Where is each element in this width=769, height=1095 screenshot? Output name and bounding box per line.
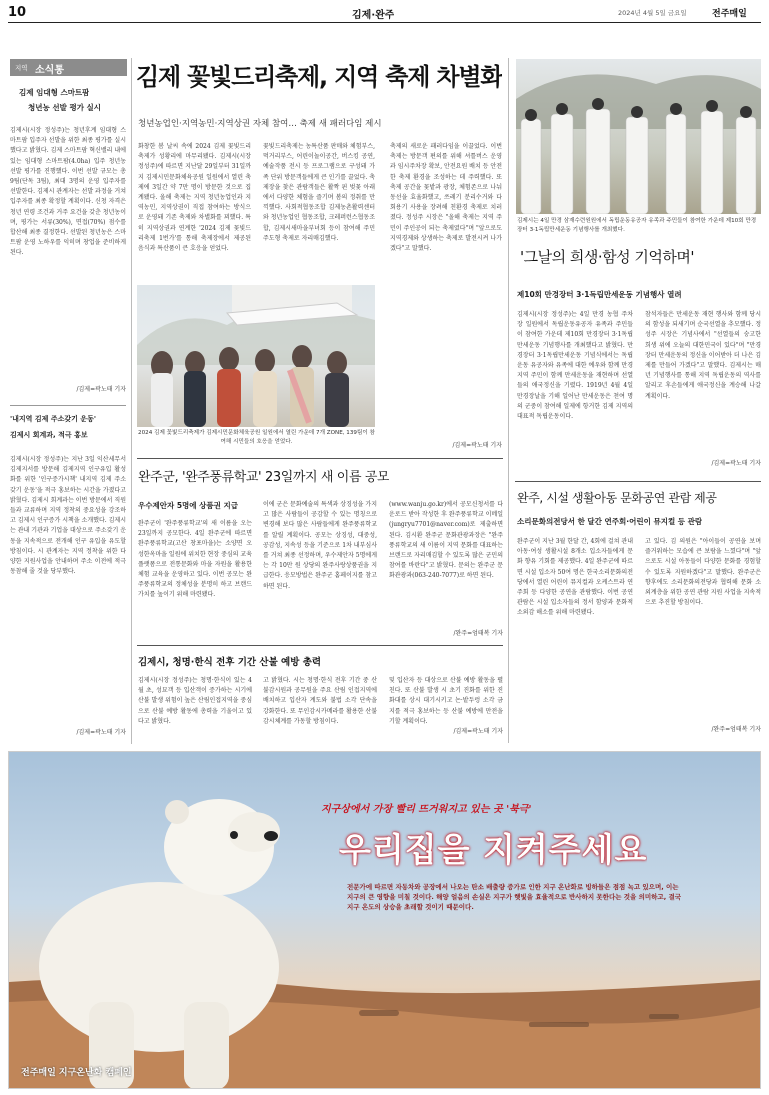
culture-subhead: 소리문화의전당서 한 달간 연주회·어린이 뮤지컬 등 관람	[517, 517, 703, 526]
sidebar-story2-body: 김제시(시장 정성주)는 지난 3일 익산세무서 김제지서를 방문해 김제지역 인구유입 활성화를 위한 '인구증가시책' 내지역 김제 주소갖기 운동'을 적극 홍보하는 시간을 가졌다고 밝혔다. 김제시 회계과는 이번 방문에서 직원들과 교류하며 지역 정착의 중요성을 강조하고 김제시 인구증가 시책을 소개했다. 김제시는 관내 기관과 기업을 대상으로 주소갖기 운동을 지속적으로 전개해 인구 유입을 유도할 방침이다. 시 관계자는 지역 정착을 위한 다양한 지원사업을 안내하며 주소 이전에 적극 동참해 줄 것을 당부했다.	[10, 456, 126, 576]
lead-headline: 김제 꽃빛드리축제, 지역 축제 차별화	[136, 63, 503, 91]
festival-photo-art	[137, 285, 375, 427]
lead-body-col3: 축제의 새로운 패러다임을 이끌었다. 이번 축제는 방문객 편의를 위해 셔틀버스 운영과 임시주차장 확보, 안전요원 배치 등 안전한 축제 환경을 조성하는 데 주력했다. 또 축제 공간을 꽃밭과 광장, 체험존으로 나눠 동선을 효율화했고, 쓰레기 분리수거와 다회용기 사용을 장려해 친환경 축제로 치러졌다. 정성주 시장은 "올해 축제는 지역 주민이 주인공이 되는 축제였다"며 "앞으로도 지역경제와 상생하는 축제로 발전시켜 나가겠다"고 말했다.	[390, 143, 502, 253]
forest-col2: 고 밝혔다. 시는 청명·한식 전후 기간 중 산불감시원과 공무원을 주요 산림 인접지역에 배치하고 입산자 계도와 불법 소각 단속을 강화한다. 또 무인감시카메라를 활용한 산불 감시체계를 가동할 방침이다.	[263, 677, 377, 725]
lead-byline: /김제=곽노태 기자	[452, 442, 502, 449]
sidebar-story2-subhead: 김제시 회계과, 적극 홍보	[10, 431, 88, 439]
sidebar-story1-headline: 김제 임대형 스마트팜	[19, 88, 90, 97]
wanju-school-byline: /완주=엄태복 기자	[453, 630, 503, 637]
wanju-school-subhead: 우수제안자 5명에 상품권 지급	[138, 501, 238, 510]
ceremony-byline: /김제=곽노태 기자	[711, 460, 761, 467]
ceremony-photo-caption: 김제시는 4일 만경 삼재수련원원에서 독립운동유공자 유족과 주민들이 참여한 가운데 제10회 만경장터 3·1독립만세운동 기념행사를 개최했다.	[517, 218, 757, 233]
ceremony-subhead: 제10회 만경장터 3·1독립만세운동 기념행사 열려	[517, 290, 682, 299]
ceremony-photo	[516, 59, 761, 214]
culture-top-rule	[515, 481, 761, 482]
forest-headline: 김제시, 청명·한식 전후 기간 산불 예방 총력	[138, 657, 322, 668]
sidebar-story1-subhead: 청년농 선발 평가 실시	[28, 103, 102, 112]
sidebar-story2-headline: '내지역 김제 주소갖기 운동'	[10, 415, 96, 423]
culture-headline: 완주, 시설 생활아동 문화공연 관람 제공	[517, 491, 717, 505]
sidebar-tag-title: 소식통	[35, 65, 64, 76]
forest-byline: /김제=곽노태 기자	[453, 728, 503, 735]
sidebar-story1-byline: /김제=곽노태 기자	[76, 386, 126, 393]
culture-byline: /완주=엄태복 기자	[711, 726, 761, 733]
sidebar-divider	[10, 405, 126, 406]
header-rule	[8, 22, 761, 23]
newspaper-brand: 전주매일	[712, 9, 747, 19]
climate-ad	[8, 751, 761, 1089]
ad-body: 전문가에 따르면 자동차와 공장에서 나오는 탄소 배출량 증가로 인한 지구 온난화로 빙하들은 점점 녹고 있으며, 이는 지구의 큰 영향을 미칠 것이다. 해양 얼음의 손실은 지구가 햇빛을 효율적으로 반사하지 못한다는 것을 의미하고, 결국 지구 온도의 상승을 초래할 것이기 때문이다.	[347, 883, 681, 911]
wanju-school-headline: 완주군, '완주풍류학교' 23일까지 새 이름 공모	[138, 470, 390, 485]
section-title: 김제·완주	[352, 10, 395, 21]
sidebar-tag	[10, 59, 127, 76]
lead-body-col1: 화창한 봄 날씨 속에 2024 김제 꽃빛드리축제가 성황리에 마무리됐다. 김제시(시장 정성주)에 따르면 지난달 29일부터 31일까지 김제시민문화체육공원 일원에서 열린 축제에 3일간 약 7만 명이 방문한 것으로 집계됐다. 올해 축제는 지역 청년농업인과 지역농민, 지역상권이 직접 참여하는 방식으로 운영돼 기존 축제와 차별화를 꾀했다. 특히 지역상권과 연계한 '2024 김제 꽃빛드리축제 1번가'를 통해 축제장에서 제공된 음식과 특산품이 큰 호응을 얻었다.	[138, 143, 251, 253]
lead-body-col2: 꽃빛드리축제는 농특산품 판매와 체험부스, 먹거리부스, 어린이놀이공간, 버스킹 공연, 예술작품 전시 등 프로그램으로 구성돼 가족 단위 방문객들에게 큰 인기를 끌었다. 축제장을 찾은 관람객들은 활짝 핀 벚꽃 아래에서 다양한 체험을 즐기며 봄의 정취를 만끽했다. 사회적협동조합 김제농촌활력센터와 청년농업인 협동조합, 크레퍼런스협동조합, 김제시새마을부녀회 등이 참여해 주민 주도형 축제로 자리매김했다.	[263, 143, 375, 242]
page-number: 10	[8, 5, 27, 20]
ceremony-body-col1: 김제시(시장 정성주)는 4일 만경 농협 주차장 일원에서 독립운동유공자 유족과 주민들이 참여한 가운데 제10회 만경장터 3·1독립만세운동 기념행사를 개최했다고 밝혔다. 만경장터 3·1독립만세운동 기념식에서는 독립운동 유공자와 유족에 대한 예우와 함께 만경 지역 주민이 함께 만세운동을 재현하며 선열들의 애국정신을 기렸다. 1919년 4월 4일 만경장날을 기해 일어난 만세운동은 천여 명의 군중이 참여해 일제에 항거한 김제 지역의 대표적 독립운동이다.	[517, 311, 633, 421]
sidebar-column-rule	[131, 58, 132, 744]
culture-col1: 완주군이 지난 3월 한달 간, 4회에 걸쳐 관내 아동·여성 생활시설 8개소 입소자들에게 문화 향유 기회를 제공했다. 4일 완주군에 따르면 시설 입소자 50여 명은 한국소리문화의전당에서 열린 어린이 뮤지컬과 오케스트라 연주회 등 다양한 공연을 관람했다. 이번 공연 관람은 시설 입소자들의 정서 함양과 문화적 소외감 해소를 위해 마련됐다.	[517, 538, 633, 617]
issue-date: 2024년 4월 5일 금요일	[618, 9, 687, 17]
forest-top-rule	[137, 645, 503, 646]
ad-sponsor: 전주매일 지구온난화 캠페인	[21, 1068, 132, 1078]
ad-tagline: 지구상에서 가장 빨리 뜨거워지고 있는 곳 '북극'	[321, 804, 532, 815]
wanju-school-col3: (www.wanju.go.kr)에서 공모신청서를 다운로드 받아 작성한 후 완주풍류학교 이메일(jungryu7701@naver.com)로 제출하면 된다. 김시환 완주군 문화관광과장은 "완주풍류학교의 새 이름이 지역 문화를 대표하는 브랜드로 자리매김할 수 있도록 많은 군민의 참여를 바란다"고 밝혔다. 문의는 완주군 문화관광과(063-240-7077)로 하면 된다.	[389, 501, 503, 580]
sidebar-tag-label: 지역	[15, 64, 28, 72]
lead-subhead: 청년농업인·지역농민·지역상권 자체 참여… 축제 새 패러다임 제시	[138, 119, 382, 129]
wanju-school-col2: 이에 군은 문화예술의 특색과 상징성을 가지고 많은 사람들이 공감할 수 있는 명칭으로 변경해 보다 많은 사람들에게 완주풍류학교를 알릴 계획이다. 공모는 상징성, 대중성, 공감성, 지속성 등을 기준으로 1차 내부심사를 거쳐 최종 선정하며, 우수제안자 5명에게는 각 10만 원 상당의 완주사랑상품권을 지급한다. 응모방법은 완주군 홈페이지를 참고하면 된다.	[263, 501, 377, 590]
ceremony-headline: '그날의 희생·함성 기억하며'	[520, 248, 694, 266]
lead-column-rule	[508, 58, 509, 481]
right-column-rule	[508, 481, 509, 743]
sidebar-story1-body: 김제시(시장 정성주)는 청년후계 임대형 스마트팜 입주자 선발을 위한 최종 평가를 실시했다고 밝혔다. 김제 스마트팜 혁신밸리 내에 있는 임대형 스마트팜(4.0ha) 입주 청년농 선발 평가를 진행했다. 이번 선발 규모는 총 9팀(단독 3팀), 최대 3명의 운영 입주자를 선발한다. 김제시 관계자는 선발 과정을 거쳐 입주자를 최종 확정할 계획이다. 신청 자격은 청년 연령 조건과 거주 요건을 갖춘 청년농이며, 평가는 서류(30%), 면접(70%) 점수를 합산해 최종 결정한다. 선발된 청년농은 스마트팜 운영 노하우를 익히며 창업을 준비하게 된다.	[10, 127, 126, 257]
wanju-school-col1: 완주군이 '완주풍류학교'의 새 이름을 오는 23일까지 공모한다. 4일 완주군에 따르면 완주풍류학교(고산 창포마을)는 소양면 오성한옥마을 일원에 위치한 현장 중심의 교육 플랫폼으로 전통문화와 마을 자원을 활용한 체험 교육을 운영하고 있다. 이번 공모는 완주풍류학교의 정체성을 분명히 하고 브랜드 가치를 높이기 위해 마련됐다.	[138, 520, 252, 599]
forest-col3: 및 입산자 등 대상으로 산불 예방 활동을 펼친다. 또 산불 발생 시 초기 진화를 위한 진화대를 상시 대기시키고 논·밭두렁 소각 금지를 적극 홍보하는 등 산불 예방에 만전을 기할 계획이다.	[389, 677, 503, 725]
wanju-school-top-rule	[137, 458, 503, 459]
festival-photo-caption: 2024 김제 꽃빛드리축제가 김제시민문화체육공원 일원에서 열린 가운데 7개 ZONE, 139팀이 참여해 시민들의 호응을 얻었다.	[138, 430, 375, 445]
forest-col1: 김제시(시장 정성주)는 청명·한식이 있는 4월 초, 성묘객 등 입산객이 증가하는 시기에 산불 발생 위험이 높은 산림인접지역을 중심으로 산불 예방 활동에 총력을 기울이고 있다고 밝혔다.	[138, 677, 252, 725]
culture-col2: 고 있다. 김 의원은 "아이들이 공연을 보며 즐거워하는 모습에 큰 보람을 느꼈다"며 "앞으로도 시설 아동들이 다양한 문화를 경험할 수 있도록 지원하겠다"고 말했다. 완주군은 향후에도 소리문화의전당과 협력해 문화 소외계층을 위한 공연 관람 지원 사업을 지속적으로 추진할 방침이다.	[645, 538, 761, 607]
ceremony-body-col2: 참석자들은 만세운동 재현 행사와 함께 당시의 함성을 되새기며 순국선열을 추모했다. 정성주 시장은 기념사에서 "선열들의 숭고한 희생 위에 오늘의 대한민국이 있다"며 "만경장터 만세운동의 정신을 이어받아 더 나은 김제를 만들어 가겠다"고 말했다. 김제시는 매년 기념행사를 통해 지역 독립운동의 역사를 알리고 후손들에게 애국정신을 계승해 나갈 계획이다.	[645, 311, 761, 400]
ad-slogan: 우리집을 지켜주세요	[339, 830, 648, 869]
sidebar-story2-byline: /김제=곽노태 기자	[76, 729, 126, 736]
ceremony-photo-art	[516, 59, 761, 214]
festival-photo	[137, 285, 375, 427]
